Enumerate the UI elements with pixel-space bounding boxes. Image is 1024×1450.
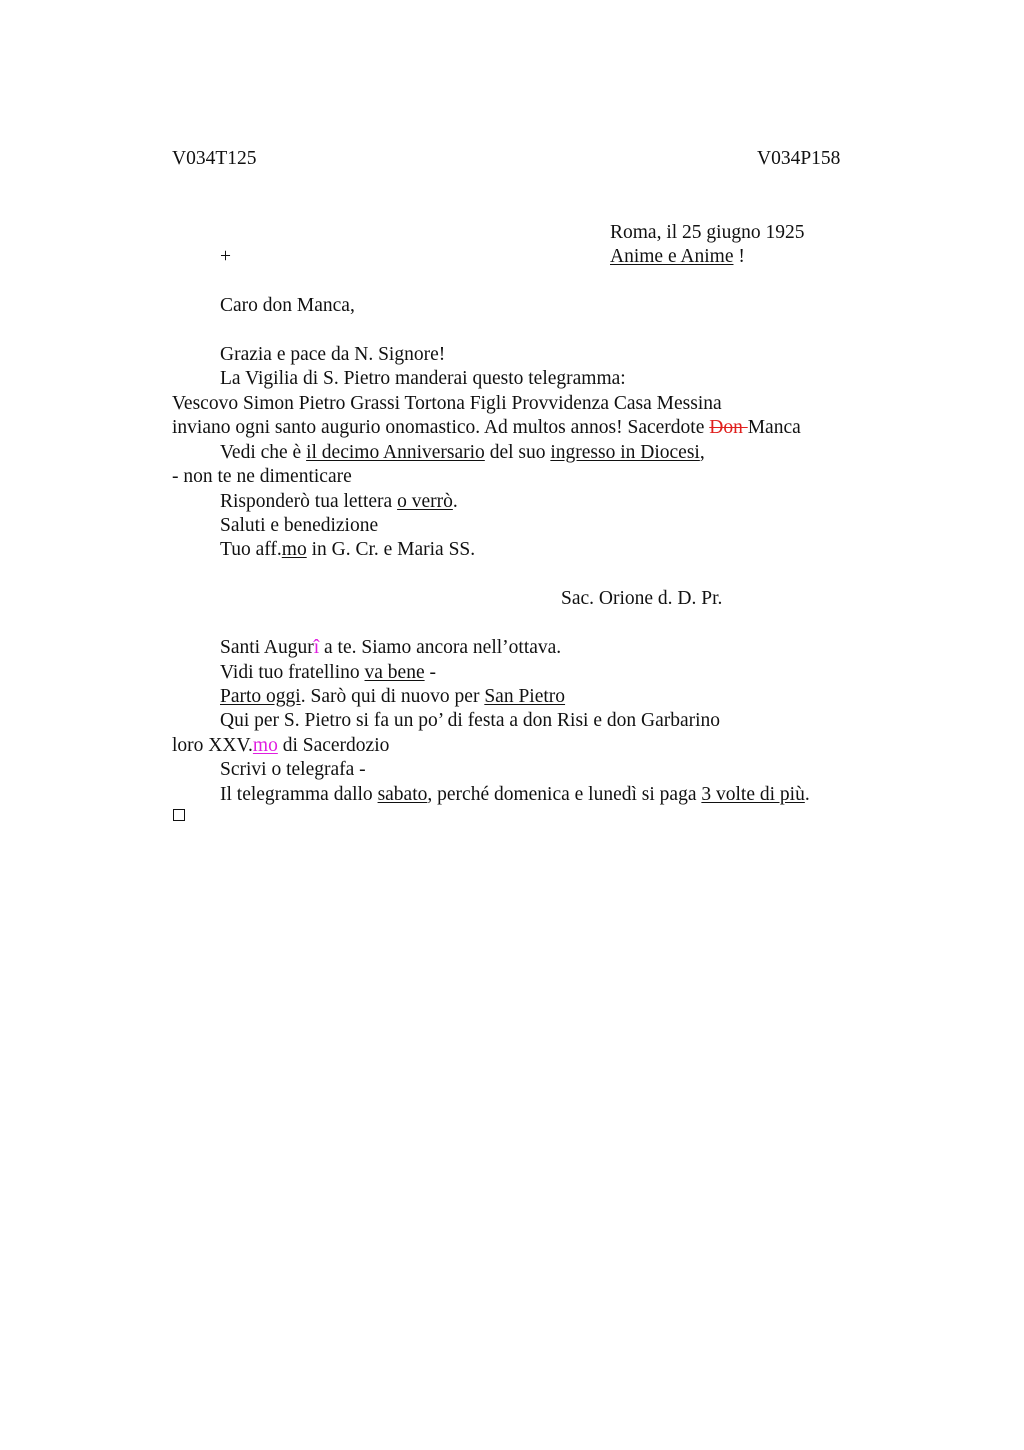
telegram-text: inviano ogni santo augurio onomastico. Ad multos annos! Sacerdote [172, 417, 710, 438]
closing-text-b: in G. Cr. e Maria SS. [306, 539, 476, 560]
closing-text-a: Tuo aff. [220, 539, 282, 560]
greeting-line: Grazia e pace da N. Signore! [220, 344, 446, 365]
risp-underline: o verrò [397, 491, 453, 512]
loro-text-a: loro XXV. [172, 735, 253, 756]
tel-text-b: , perché domenica e lunedì si paga [427, 784, 702, 805]
parto-underline-oggi: Parto oggi [220, 686, 301, 707]
vedi-text-c: , [699, 442, 705, 463]
santi-text-a: Santi Augur [220, 637, 314, 658]
vigilia-line: La Vigilia di S. Pietro manderai questo telegramma: [220, 368, 626, 389]
closing-line [220, 538, 475, 562]
risp-text-b: . [452, 491, 458, 512]
tel-text-a: Il telegramma dallo [220, 784, 378, 805]
vedi-underline-anniversario: il decimo Anniversario [306, 442, 485, 463]
signature: Sac. Orione d. D. Pr. [561, 588, 723, 609]
saluti-line: Saluti e benedizione [220, 515, 379, 536]
motto-end: ! [733, 246, 745, 267]
parto-line [220, 685, 565, 709]
telegram-line-2 [172, 416, 801, 440]
santi-text-b: a te. Siamo ancora nell’ottava. [319, 637, 562, 658]
vidi-text-a: Vidi tuo fratellino [220, 662, 365, 683]
header-left-code: V034T125 [172, 148, 257, 169]
place-date: Roma, il 25 giugno 1925 [610, 222, 805, 243]
qui-line: Qui per S. Pietro si fa un po’ di festa a don Risi e don Garbarino [220, 710, 721, 731]
vidi-text-b: - [424, 662, 436, 683]
santi-auguri-line [220, 636, 561, 660]
non-dimenticare-line: - non te ne dimenticare [172, 466, 352, 487]
loro-line [172, 734, 389, 758]
salutation: Caro don Manca, [220, 295, 355, 316]
vedi-text-b: del suo [484, 442, 551, 463]
telegram-line-1: Vescovo Simon Pietro Grassi Tortona Figli Provvidenza Casa Messina [172, 393, 722, 414]
telegram-name: Manca [747, 417, 801, 438]
loro-text-b: di Sacerdozio [277, 735, 390, 756]
struck-correction: Don [709, 417, 748, 438]
header-right-code: V034P158 [757, 148, 841, 169]
rispondero-line [220, 490, 458, 514]
loro-magenta-annotation: mo [252, 735, 278, 756]
vidi-line [220, 661, 436, 685]
end-mark-box-icon [173, 809, 185, 821]
santi-magenta-annotation: î [313, 637, 320, 658]
vidi-underline: va bene [364, 662, 425, 683]
telegramma-line [220, 783, 810, 807]
motto-underlined: Anime e Anime [610, 246, 734, 267]
parto-underline-san-pietro: San Pietro [484, 686, 566, 707]
vedi-text-a: Vedi che è [220, 442, 307, 463]
tel-text-c: . [804, 784, 810, 805]
closing-underline: mo [281, 539, 307, 560]
risp-text-a: Risponderò tua lettera [220, 491, 398, 512]
parto-text: . Sarò qui di nuovo per [300, 686, 485, 707]
tel-underline-sabato: sabato [377, 784, 428, 805]
cross-mark: + [220, 246, 231, 267]
tel-underline-tre-volte: 3 volte di più [701, 784, 805, 805]
vedi-underline-ingresso: ingresso in Diocesi [550, 442, 700, 463]
scrivi-line: Scrivi o telegrafa - [220, 759, 366, 780]
motto [610, 245, 745, 269]
vedi-line [220, 441, 705, 465]
